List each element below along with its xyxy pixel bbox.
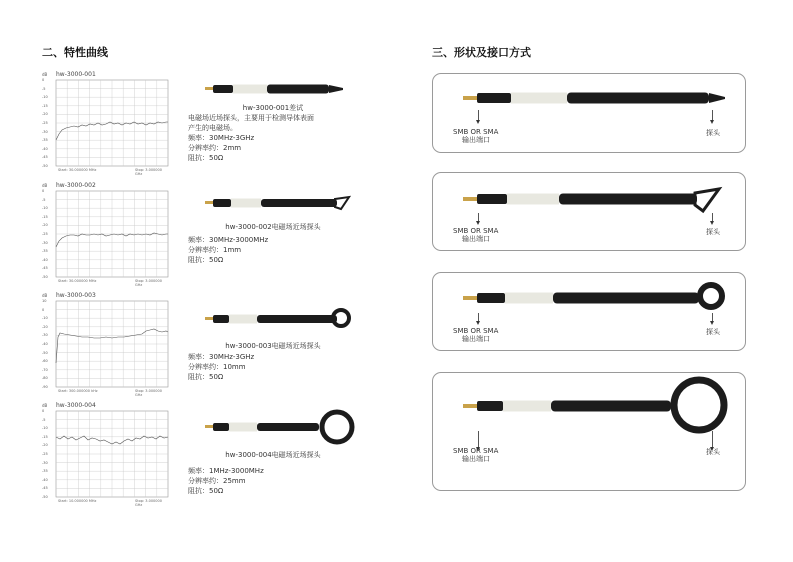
y-tick: -40 [42,477,48,482]
desc-line: 分辨率约：2mm [188,144,242,152]
desc-line: 阻抗：50Ω [188,487,224,495]
y-tick: -10 [42,426,48,431]
port-name: 输出端口 [462,335,490,343]
y-tick: -15 [42,214,48,219]
port-type: SMB OR SMA [453,327,499,335]
probe-caption: hw-3000-002电磁场近场探头 [225,223,321,231]
y-tick: -20 [42,223,48,228]
port-label [453,447,498,463]
y-tick: -30 [42,460,48,465]
response-chart-2 [40,183,170,285]
chart-title: hw-3000-004 [56,402,96,409]
y-tick: -40 [42,342,48,346]
probe-image-001 [205,82,345,96]
y-tick: -10 [42,206,48,211]
y-tick: -20 [42,112,48,117]
y-tick: 0 [42,189,45,193]
chart-start-label: Start: 30.000000 MHz [58,168,97,172]
y-tick: -30 [42,129,48,134]
y-tick: -10 [42,316,48,321]
chart-unit: dB [42,72,48,77]
chart-start-label: Start: 30.000000 MHz [58,279,97,283]
chart-stop-label: Stop: 3.000000 GHz [135,279,162,287]
desc-line: 频率：30MHz-3000MHz [188,236,269,244]
port-type: SMB OR SMA [453,128,499,136]
desc-line: 分辨率约：1mm [188,246,242,254]
probe-photo [463,375,743,445]
probe-description-001 [188,103,358,163]
port-name: 输出端口 [462,235,490,243]
y-tick: 0 [42,78,45,82]
chart-plot-3 [40,293,170,395]
y-tick: -80 [42,376,48,381]
chart-stop-label: Stop: 3.000000 GHz [135,499,162,507]
chart-stop-label: Stop: 3.000000 GHz [135,168,162,176]
y-tick: -40 [42,146,48,151]
chart-title: hw-3000-001 [56,71,96,78]
probe-description-002 [188,222,358,265]
desc-line: 分辨率约：25mm [188,477,246,485]
y-tick: -25 [42,232,48,236]
arrow-down-icon [476,221,480,225]
chart-stop-label: Stop: 3.000000 GHz [135,389,162,397]
chart-unit: dB [42,293,48,298]
port-name: 输出端口 [462,136,490,144]
head-label: 探头 [706,448,720,456]
y-tick: -35 [42,249,48,254]
port-type: SMB OR SMA [453,227,499,235]
probe-card-3 [432,272,746,351]
desc-line: 频率：30MHz-3GHz [188,134,255,142]
probe-description-003 [188,341,358,382]
y-tick: -35 [42,469,48,474]
port-pointer [478,110,479,120]
chart-start-label: Start: 300.000000 kHz [58,389,98,393]
chart-plot-4 [40,403,170,505]
chart-title: hw-3000-003 [56,292,96,299]
section-title-shape: 三、形状及接口方式 [432,46,531,59]
y-tick: -10 [42,95,48,100]
probe-image-003 [205,304,355,330]
chart-title: hw-3000-002 [56,182,96,189]
desc-line: 阻抗：50Ω [188,154,224,162]
arrow-down-icon [710,221,714,225]
response-chart-3 [40,293,170,395]
head-label: 探头 [706,328,720,336]
y-tick: -45 [42,266,48,271]
desc-line: 电磁场近场探头，主要用于检测导体表面 [188,114,314,122]
y-tick: -25 [42,452,48,456]
y-tick: -40 [42,257,48,262]
y-tick: -35 [42,138,48,143]
y-tick: -60 [42,359,48,364]
arrow-down-icon [710,120,714,124]
y-tick: -5 [42,197,46,202]
section-title-curves: 二、特性曲线 [42,46,108,59]
y-tick: -50 [42,495,48,499]
arrow-down-icon [476,120,480,124]
probe-photo [463,181,733,215]
response-chart-1 [40,72,170,174]
head-label: 探头 [706,228,720,236]
y-tick: -45 [42,155,48,160]
port-type: SMB OR SMA [453,447,499,455]
desc-line: 阻抗：50Ω [188,373,224,381]
chart-unit: dB [42,183,48,188]
y-tick: -20 [42,443,48,448]
y-tick: -25 [42,121,48,125]
head-pointer [712,313,713,321]
y-tick: -20 [42,324,48,329]
y-tick: -50 [42,350,48,355]
y-tick: -50 [42,275,48,279]
chart-plot-2 [40,183,170,285]
y-tick: -5 [42,86,46,91]
port-name: 输出端口 [462,455,490,463]
probe-photo [463,88,733,108]
probe-card-2 [432,172,746,251]
desc-line: 阻抗：50Ω [188,256,224,264]
probe-description-004 [188,450,358,496]
port-label [453,128,498,144]
head-pointer [712,431,713,447]
port-label [453,227,498,243]
y-tick: -15 [42,103,48,108]
y-tick: 0 [42,409,45,413]
probe-card-4 [432,372,746,491]
y-tick: 10 [42,299,47,303]
y-tick: -15 [42,434,48,439]
probe-caption: hw-3000-004电磁场近场探头 [225,451,321,459]
probe-caption: hw-3000-001差试 [242,104,304,112]
y-tick: -5 [42,417,46,422]
desc-line: 分辨率约：10mm [188,363,246,371]
y-tick: -90 [42,385,48,389]
response-chart-4 [40,403,170,505]
probe-image-002 [205,195,355,213]
probe-image-004 [205,405,365,445]
y-tick: -50 [42,164,48,168]
probe-card-1 [432,73,746,153]
port-label [453,327,498,343]
port-pointer [478,431,479,447]
y-tick: -30 [42,240,48,245]
probe-photo [463,279,733,315]
desc-line: 产生的电磁场。 [188,124,237,132]
y-tick: -70 [42,367,48,372]
chart-start-label: Start: 10.000000 MHz [58,499,97,503]
y-tick: -30 [42,333,48,338]
arrow-down-icon [710,321,714,325]
probe-caption: hw-3000-003电磁场近场探头 [225,342,321,350]
arrow-down-icon [476,321,480,325]
head-pointer [712,213,713,221]
y-tick: 0 [42,307,45,312]
desc-line: 频率：1MHz-3000MHz [188,467,264,475]
head-pointer [712,110,713,120]
chart-unit: dB [42,403,48,408]
desc-line: 频率：30MHz-3GHz [188,353,255,361]
chart-plot-1 [40,72,170,174]
port-pointer [478,313,479,321]
port-pointer [478,213,479,221]
head-label: 探头 [706,129,720,137]
y-tick: -45 [42,486,48,491]
